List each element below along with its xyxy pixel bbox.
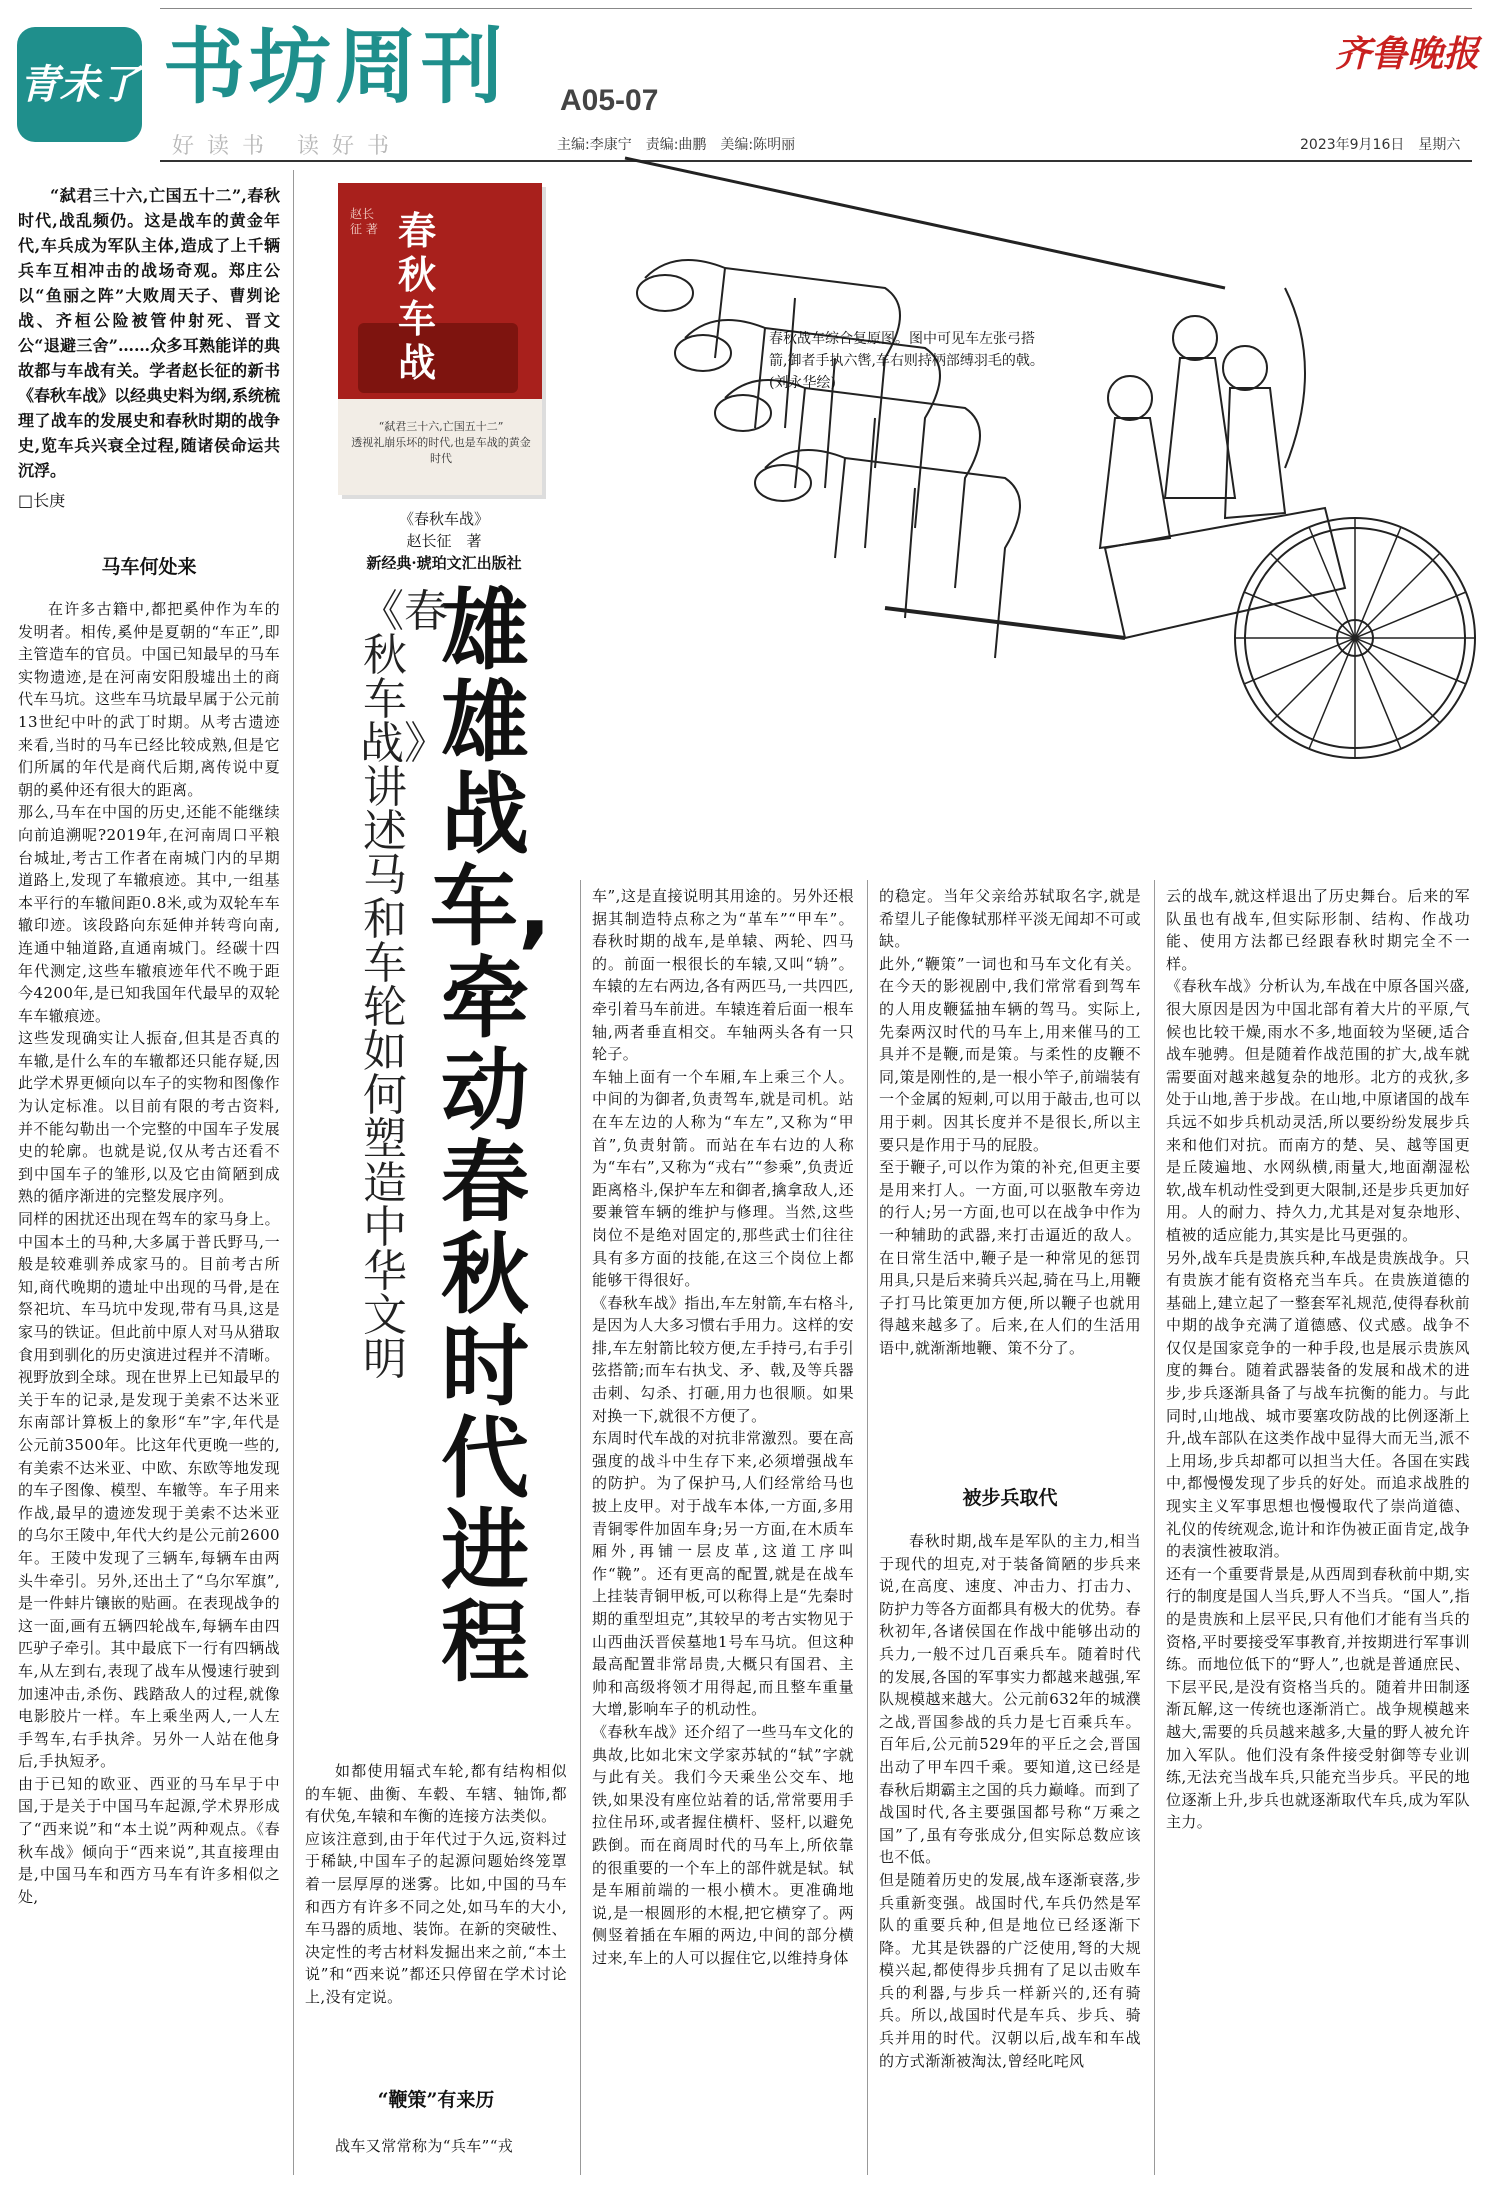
issue-date: 2023年9月16日 星期六 [1300,137,1461,153]
column-divider [293,170,294,2175]
cover-title: 春秋车战 [398,208,437,385]
figure-caption: 春秋战车综合复原图。图中可见车左张弓搭箭,御者手执六辔,车右则持柄部缚羽毛的戟。 (刘永华绘) [769,331,1107,391]
column-5 [1166,885,1470,2175]
book-author: 赵长征 著 [406,532,482,550]
header-rule [160,160,1472,162]
cover-author: 赵长征 著 [350,207,378,236]
top-rule [160,8,1472,9]
lead-text: “弑君三十六,亡国五十二”,春秋时代,战乱频仍。这是战车的黄金年代,车兵成为军队主体,造成了上千辆兵车互相冲击的战场奇观。郑庄公以“鱼丽之阵”大败周天子、曹刿论战、齐桓公险被管仲射死、晋文公“退避三舍”……众多耳熟能详的典故都与车战有关。学者赵长征的新书《春秋车战》以经典史料为纲,系统梳理了战车的发展史和春秋时期的战争史,览车兵兴衰全过程,随诸侯命运共沉浮。 [18,186,280,480]
headline-sub: 《春秋车战》讲述马和车轮如何塑造中华文明 [360,586,448,1385]
section-logo-text: 青未了 [19,61,140,108]
masthead-title: 书坊周刊 [163,20,508,115]
author-byline: □长庚 [18,491,66,510]
newspaper-logo: 齐鲁晚报 [1335,33,1480,75]
chariot-illustration [585,168,1472,870]
book-info [346,508,542,574]
column-3-text: 车”,这是直接说明其用途的。另外还根据其制造特点称之为“革车”“甲车”。春秋时期的战车,是单辕、两轮、四马的。前面一根很长的车辕,又叫“辀”。车辕的左右两边,各有两匹马,一共四匹,牵引着马车前进。车辕连着后面一根车轴,两者垂直相交。车轴两头各有一只轮子。 车轴上面有一个车厢,车上乘三个人。中间的为御者,负责驾车,就是司机。站在车左边的人称为“车左”,又称为“甲首”,负责射箭。而站在车右边的人称为“车右”,又称为“戎右”“参乘”,负责近距离格斗,保护车左和御者,擒拿敌人,还要兼管车辆的维护与修理。当然,这些岗位不是绝对固定的,那些武士们往往具有多方面的技能,在这三个岗位上都能够干得很好。 《春秋车战》指出,车左射箭,车右格斗,是因为人大多习惯右手用力。这样的安排,车左射箭比较方便,左手持弓,右手引弦搭箭;而车右执戈、矛、戟,及等兵器击刺、勾杀、打砸,用力也很顺。如果对换一下,就很不方便了。 东周时代车战的对抗非常激烈。要在高强度的战斗中生存下来,必须增强战车的防护。为了保护马,人们经常给马也披上皮甲。对于战车本体,一方面,多用青铜零件加固车身;另一方面,在木质车厢外,再铺一层皮革,这道工序叫作“鞔”。还有更高的配置,就是在战车上挂装青铜甲板,可以称得上是“先秦时期的重型坦克”,其较早的考古实物见于山西曲沃晋侯墓地1号车马坑。但这种最高配置非常昂贵,大概只有国君、主帅和高级将领才用得起,而且整车重量大增,影响车子的机动性。 《春秋车战》还介绍了一些马车文化的典故,比如北宋文学家苏轼的“轼”字就与此有关。我们今天乘坐公交车、地铁,如果没有座位站着的话,常常要用手拉住吊环,或者握住横杆、竖杆,以避免跌倒。而在商周时代的马车上,所依靠的很重要的一个车上的部件就是轼。轼是车厢前端的一根小横木。更准确地说,是一根圆形的木棍,把它横穿了。两侧竖着插在车厢的两边,中间的部分横过来,车上的人可以握住它,以维持身体 [592,887,854,1967]
section-title-1: 马车何处来 [101,556,197,578]
column-4b-text: 春秋时期,战车是军队的主力,相当于现代的坦克,对于装备简陋的步兵来说,在高度、速度、冲击力、打击力、防护力等各方面都具有极大的优势。春秋初年,各诸侯国在作战中能够出动的兵力,一般不过几百乘兵车。随着时代的发展,各国的军事实力都越来越强,军队规模越来越大。公元前632年的城濮之战,晋国参战的兵力是七百乘兵车。百年后,公元前529年的平丘之会,晋国出动了甲车四千乘。要知道,这已经是春秋后期霸主之国的兵力巅峰。而到了战国时代,各主要强国都号称“万乘之国”了,虽有夸张成分,但实际总数应该也不低。 但是随着历史的发展,战车逐渐衰落,步兵重新变强。战国时代,车兵仍然是军队的重要兵种,但是地位已经逐渐下降。尤其是铁器的广泛使用,弩的大规模兴起,都使得步兵拥有了足以击败车兵的利器,与步兵一样新兴的,还有骑兵。所以,战国时代是车兵、步兵、骑兵并用的时代。汉朝以后,战车和车战的方式渐渐被淘汰,曾经叱咤风 [879,1532,1141,2070]
section-title-3: 被步兵取代 [962,1487,1058,1509]
column-4b [879,1530,1141,2175]
horses [637,260,1020,658]
book-publisher: 新经典·琥珀文汇出版社 [366,554,522,572]
column-divider [1154,880,1155,2175]
column-4-text: 的稳定。当年父亲给苏轼取名字,就是希望儿子能像轼那样平淡无闻却不可或缺。 此外,“鞭策”一词也和马车文化有关。在今天的影视剧中,我们常常看到驾车的人用皮鞭猛抽车辆的驾马。实际上,先秦两汉时代的马车上,用来催马的工具并不是鞭,而是策。与柔性的皮鞭不同,策是刚性的,是一根小竿子,前端装有一个金属的短刺,可以用于敲击,也可以用于刺。因其长度并不是很长,所以主要只是作用于马的屁股。 至于鞭子,可以作为策的补充,但更主要是用来打人。一方面,可以驱散车旁边的行人;另一方面,也可以在战争中作为一种辅助的武器,来打击逼近的敌人。在日常生活中,鞭子是一种常见的惩罚用具,只是后来骑兵兴起,骑在马上,用鞭子打马比策更加方便,所以鞭子也就用得越来越多了。后来,在人们的生活用语中,就渐渐地鞭、策不分了。 [879,887,1141,1357]
book-cover-image [338,183,542,495]
column-1 [18,598,280,2178]
section-logo [17,27,142,142]
column-2 [305,1760,567,2006]
halberd [625,158,1225,288]
headline-main: 雄雄战车,牵动春秋时代进程 [430,579,552,1694]
column-divider [580,880,581,2175]
column-divider [867,880,868,2175]
column-5-text: 云的战车,就这样退出了历史舞台。后来的军队虽也有战车,但实际形制、结构、作战功能、使用方法都已经跟春秋时期完全不一样。 《春秋车战》分析认为,车战在中原各国兴盛,很大原因是因为中国北部有着大片的平原,气候也比较干燥,雨水不多,地面较为坚硬,适合战车驰骋。但是随着作战范围的扩大,战车就需要面对越来越复杂的地形。北方的戎狄,多处于山地,善于步战。在山地,中原诸国的战车兵远不如步兵机动灵活,所以要纷纷发展步兵来和他们对抗。而南方的楚、吴、越等国更是丘陵遍地、水网纵横,雨量大,地面潮湿松软,战车机动性受到更大限制,还是步兵更加好用。人的耐力、持久力,尤其是对复杂地形、植被的适应能力,其实是比马更强的。 另外,战车兵是贵族兵种,车战是贵族战争。只有贵族才能有资格充当车兵。在贵族道德的基础上,建立起了一整套军礼规范,使得春秋前中期的战争充满了道德感、仪式感。战争不仅仅是国家竞争的一种手段,也是展示贵族风度的舞台。随着武器装备的发展和战术的进步,步兵逐渐具备了与战车抗衡的能力。与此同时,山地战、城市要塞攻防战的比例逐渐上升,战车部队在这类作战中显得大而无当,派不上用场,步兵却都可以担当大任。各国在实践中,都慢慢发现了步兵的好处。而追求战胜的现实主义军事思想也慢慢取代了崇尚道德、礼仪的传统观念,诡计和诈伪被正面肯定,战争的表演性被取消。 还有一个重要背景是,从西周到春秋前中期,实行的制度是国人当兵,野人不当兵。“国人”,指的是贵族和上层平民,只有他们才能有当兵的资格,平时要接受军事教育,并按期进行军事训练。而地位低下的“野人”,也就是普通庶民、下层平民,是没有资格当兵的。随着井田制逐渐瓦解,这一传统也逐渐消亡。战争规模越来越大,需要的兵员越来越多,大量的野人被允许加入军队。他们没有条件接受射御等专业训练,无法充当战车兵,只能充当步兵。平民的地位逐渐上升,步兵也就逐渐取代车兵,成为军队主力。 [1166,887,1470,1832]
column-3 [592,885,854,2175]
column-1-text: 在许多古籍中,都把奚仲作为车的发明者。相传,奚仲是夏朝的“车正”,即主管造车的官员。中国已知最早的马车实物遗迹,是在河南安阳殷墟出土的商代车马坑。这些车马坑最早属于公元前13世纪中叶的武丁时期。从考古遗迹来看,当时的马车已经比较成熟,但是它们所属的年代是商代后期,离传说中夏朝的奚仲还有很大的距离。 那么,马车在中国的历史,还能不能继续向前追溯呢?2019年,在河南周口平粮台城址,考古工作者在南城门内的早期道路上,发现了车辙痕迹。其中,一组基本平行的车辙间距0.8米,或为双轮车车辙印迹。该段路向东延伸并转弯向南,连通中轴道路,直通南城门。经碳十四年代测定,这些车辙痕迹年代不晚于距今4200年,是已知我国年代最早的双轮车车辙痕迹。 这些发现确实让人振奋,但其是否真的车辙,是什么车的车辙都还只能存疑,因此学术界更倾向以车子的实物和图像作为认定标准。以目前有限的考古资料,并不能勾勒出一个完整的中国车子发展史的轮廓。也就是说,仅从考古还看不到中国车子的雏形,以及它由简陋到成熟的循序渐进的完整发展序列。 同样的困扰还出现在驾车的家马身上。中国本土的马种,大多属于普氏野马,一般是较难驯养成家马的。目前考古所知,商代晚期的遗址中出现的马骨,是在祭祀坑、车马坑中发现,带有马具,这是家马的铁证。但此前中原人对马从猎取食用到驯化的历史演进过程并不清晰。 视野放到全球。现在世界上已知最早的关于车的记录,是发现于美索不达米亚东南部计算板上的象形“车”字,年代是公元前3500年。比这年代更晚一些的,有美索不达米亚、中欧、东欧等地发现的车子图像、模型、车辙等。车子用来作战,最早的遗迹发现于美索不达米亚的乌尔王陵中,年代大约是公元前2600年。王陵中发现了三辆车,每辆车由两头牛牵引。另外,还出土了“乌尔军旗”,是一件蚌片镶嵌的贴画。在表现战争的这一面,画有五辆四轮战车,每辆车由四匹驴子牵引。其中最底下一行有四辆战车,从左到右,表现了战车从慢速行驶到加速冲击,杀伤、践踏敌人的过程,就像电影胶片一样。车上乘坐两人,一人左手驾车,右手执斧。另外一人站在他身后,手执短矛。 由于已知的欧亚、西亚的马车早于中国,于是关于中国马车起源,学术界形成了“西来说”和“本土说”两种观点。《春秋车战》倾向于“西来说”,其直接理由是,中国马车和西方马车有许多相似之处, [18,600,280,1906]
book-title: 《春秋车战》 [398,510,489,528]
editors-line: 主编:李康宁 责编:曲鹏 美编:陈明丽 [557,137,796,153]
column-2b-text: 战车又常常称为“兵车”“戎 [335,2137,514,2155]
column-4 [879,885,1141,1445]
slogan: 好读书 读好书 [172,134,402,159]
lead-paragraph [18,183,280,483]
cover-quote: “弑君三十六,亡国五十二” 透视礼崩乐坏的时代,也是车战的黄金时代 [351,420,531,465]
column-2-text: 如都使用辐式车轮,都有结构相似的车轭、曲衡、车毂、车辖、轴饰,都有伏兔,车辕和车衡的连接方法类似。 应该注意到,由于年代过于久远,资料过于稀缺,中国车子的起源问题始终笼罩着一层厚厚的迷雾。比如,中国的马车和西方有许多不同之处,如马车的大小,车马器的质地、装饰。在新的突破性、决定性的考古材料发掘出来之前,“本土说”和“西来说”都还只停留在学术讨论上,没有定说。 [305,1762,567,2006]
section-title-2: “鞭策”有来历 [377,2089,495,2111]
column-2b [305,2135,567,2175]
page-number: A05-07 [560,84,659,117]
